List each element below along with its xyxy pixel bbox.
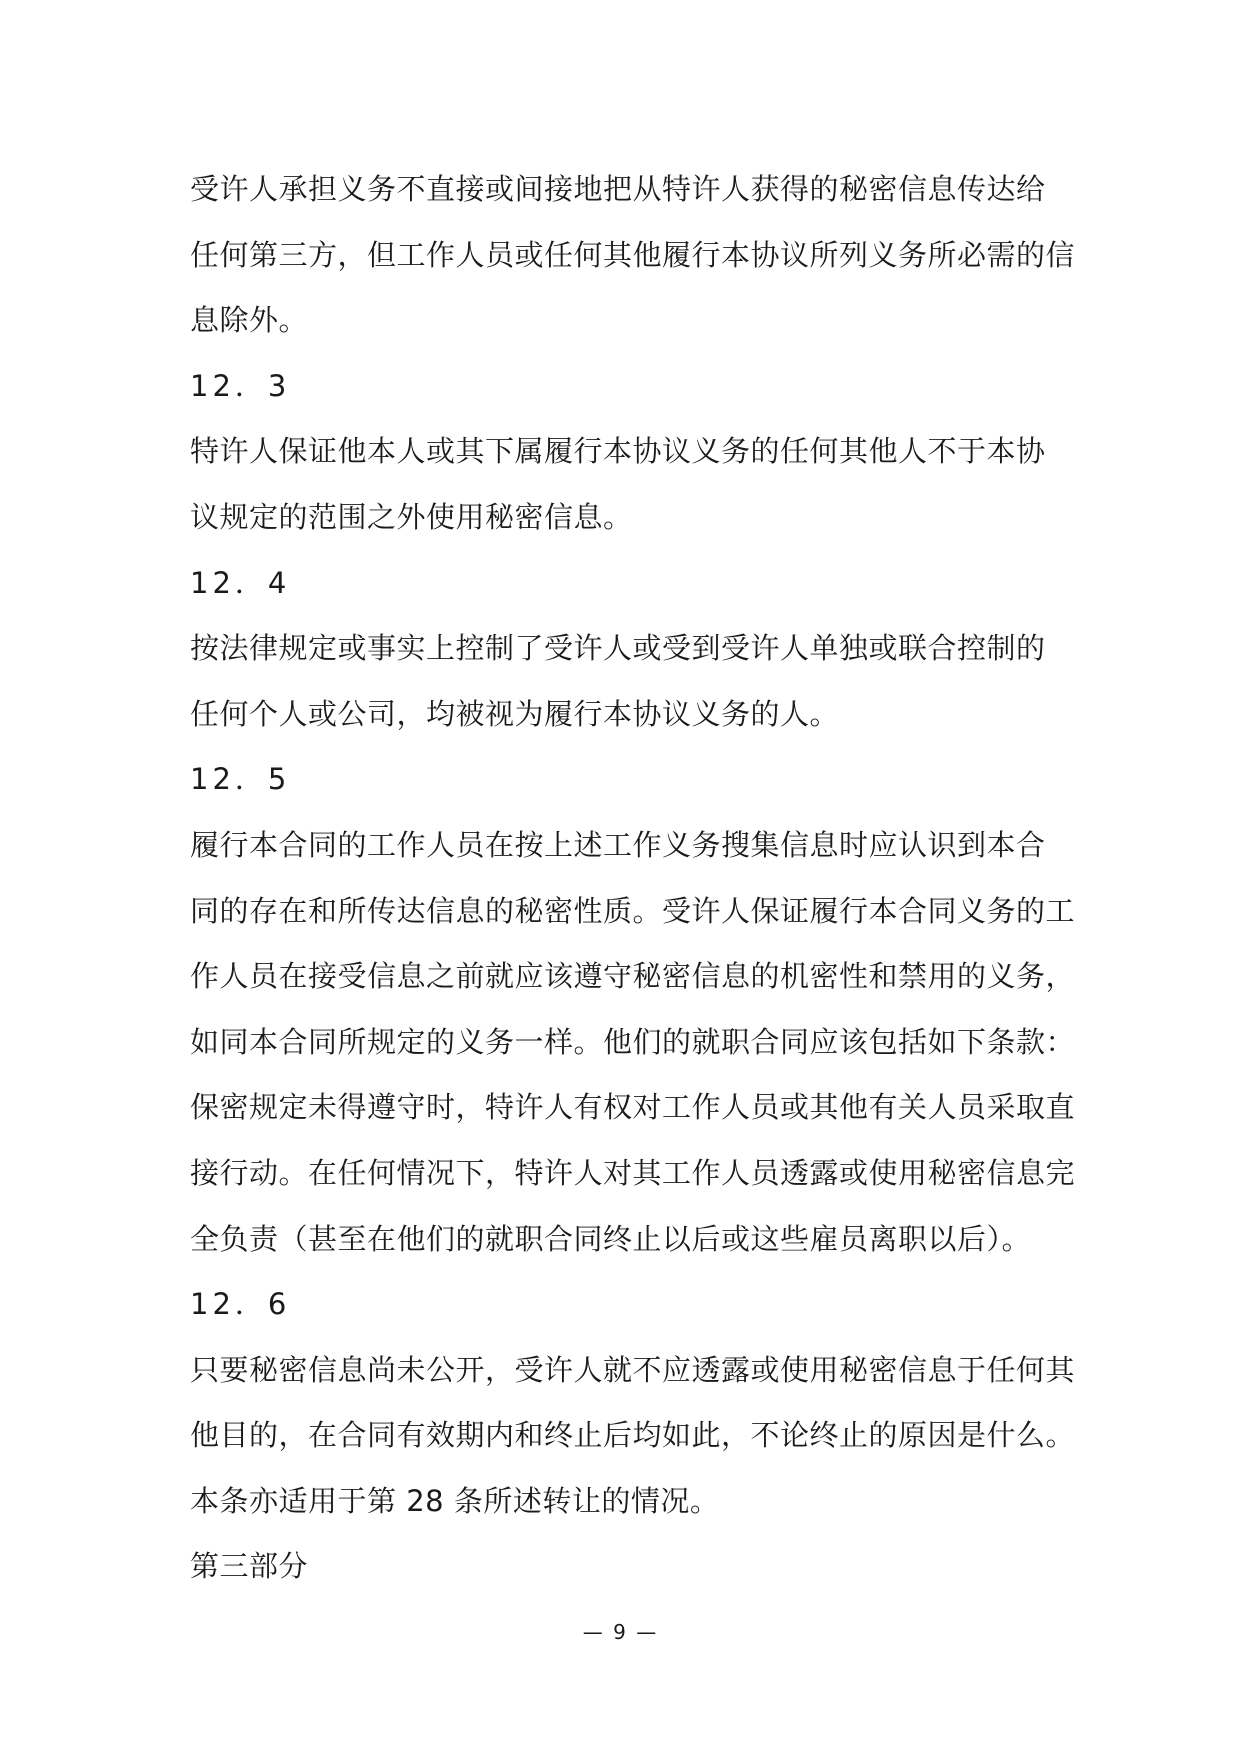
paragraph-line: 作人员在接受信息之前就应该遵守秘密信息的机密性和禁用的义务， [190,959,1076,994]
paragraph-line: 议规定的范围之外使用秘密信息。 [190,499,633,534]
paragraph-line: 全负责（甚至在他们的就职合同终止以后或这些雇员离职以后）。 [190,1221,1032,1256]
paragraph-line: 履行本合同的工作人员在按上述工作义务搜集信息时应认识到本合 [190,827,1046,862]
paragraph-line: 只要秘密信息尚未公开，受许人就不应透露或使用秘密信息于任何其 [190,1352,1076,1387]
paragraph-line: 保密规定未得遵守时，特许人有权对工作人员或其他有关人员采取直 [190,1090,1076,1125]
section-number: 12．5 [190,762,291,797]
document-body [190,157,1076,1600]
paragraph-line: 按法律规定或事实上控制了受许人或受到受许人单独或联合控制的 [190,631,1046,666]
paragraph-line: 同的存在和所传达信息的秘密性质。受许人保证履行本合同义务的工 [190,893,1076,928]
paragraph-line: 息除外。 [190,303,309,338]
paragraph-line: 接行动。在任何情况下，特许人对其工作人员透露或使用秘密信息完 [190,1155,1076,1190]
paragraph-line: 如同本合同所规定的义务一样。他们的就职合同应该包括如下条款： [190,1024,1076,1059]
section-number: 12．3 [190,368,291,403]
page-number: — 9 — [582,1620,659,1644]
paragraph-line: 任何第三方，但工作人员或任何其他履行本协议所列义务所必需的信 [190,237,1076,272]
paragraph-line: 特许人保证他本人或其下属履行本协议义务的任何其他人不于本协 [190,434,1046,469]
part-heading: 第三部分 [190,1549,309,1584]
paragraph-line: 任何个人或公司，均被视为履行本协议义务的人。 [190,696,840,731]
section-number: 12．6 [190,1287,291,1322]
section-number: 12．4 [190,565,291,600]
paragraph-line: 他目的，在合同有效期内和终止后均如此，不论终止的原因是什么。 [190,1418,1076,1453]
paragraph-line: 受许人承担义务不直接或间接地把从特许人获得的秘密信息传达给 [190,172,1046,206]
paragraph-line: 本条亦适用于第 28 条所述转让的情况。 [190,1483,720,1518]
